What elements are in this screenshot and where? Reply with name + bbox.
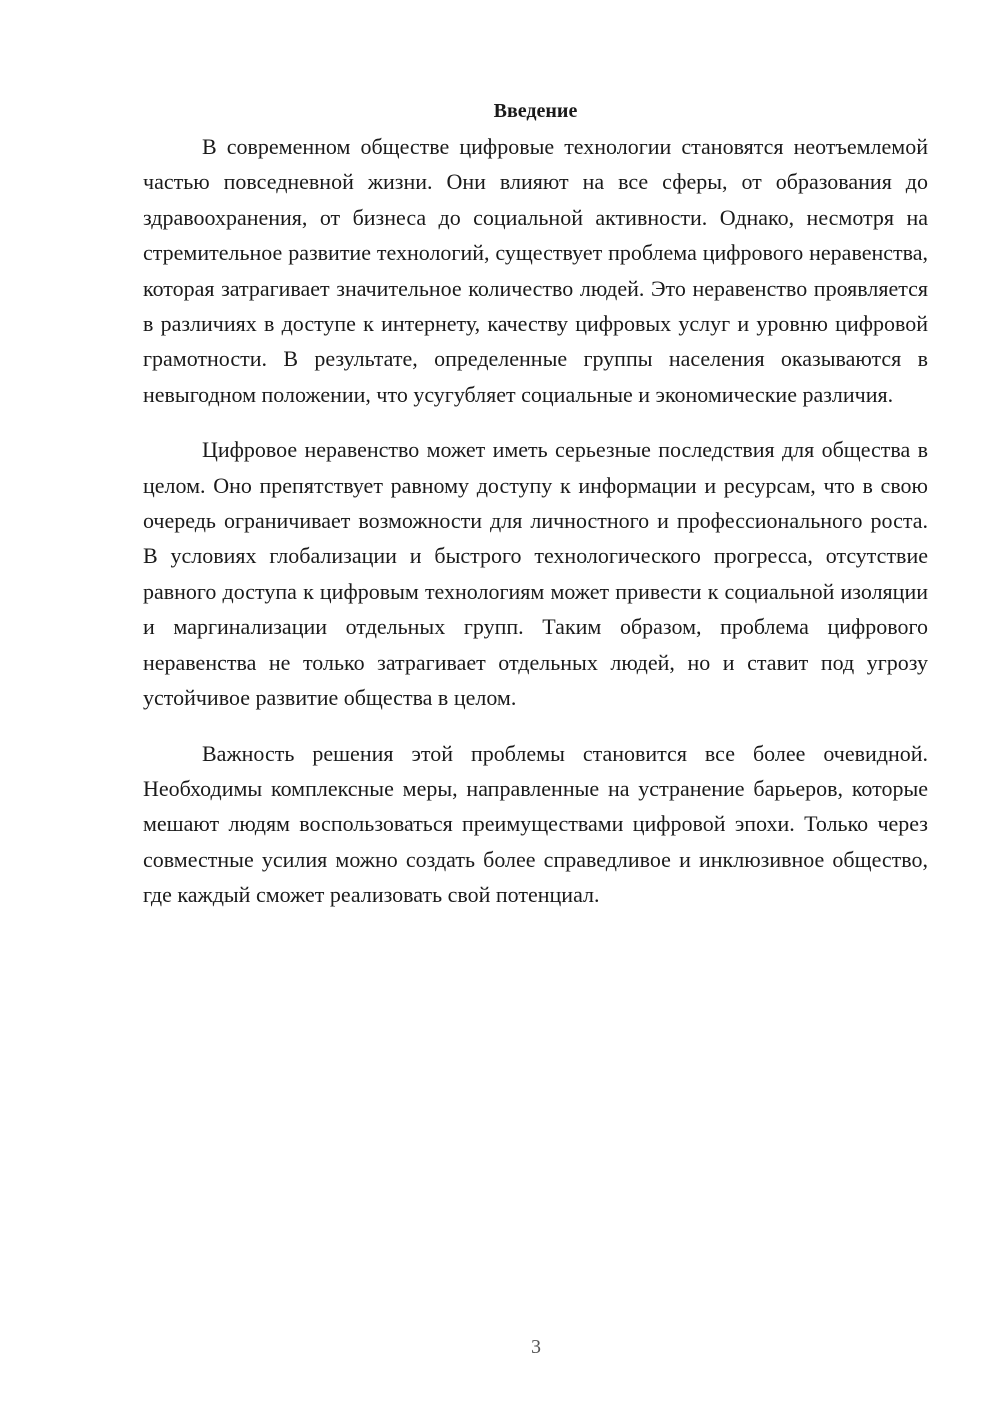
page-number: 3 bbox=[531, 1336, 541, 1358]
paragraph-1: В современном обществе цифровые технологии становятся неотъемлемой частью повседневной жизни. Они влияют на все сферы, от образования до здравоохранения, от бизнеса до социальной активности. Однако, несмотря на стремительное развитие технологий, существует проблема цифрового неравенства, которая затрагивает значительное количество людей. Это неравенство проявляется в различиях в доступе к интернету, качеству цифровых услуг и уровню цифровой грамотности. В результате, определенные группы населения оказываются в невыгодном положении, что усугубляет социальные и экономические различия. bbox=[143, 134, 928, 407]
document-body bbox=[143, 96, 928, 913]
paragraph-2: Цифровое неравенство может иметь серьезные последствия для общества в целом. Оно препятствует равному доступу к информации и ресурсам, что в свою очередь ограничивает возможности для личностного и профессионального роста. В условиях глобализации и быстрого технологического прогресса, отсутствие равного доступа к цифровым технологиям может привести к социальной изоляции и маргинализации отдельных групп. Таким образом, проблема цифрового неравенства не только затрагивает отдельных людей, но и ставит под угрозу устойчивое развитие общества в целом. bbox=[143, 437, 928, 711]
section-heading: Введение bbox=[493, 100, 578, 122]
paragraph-3: Важность решения этой проблемы становится все более очевидной. Необходимы комплексные меры, направленные на устранение барьеров, которые мешают людям воспользоваться преимуществами цифровой эпохи. Только через совместные усилия можно создать более справедливое и инклюзивное общество, где каждый сможет реализовать свой потенциал. bbox=[143, 740, 928, 908]
